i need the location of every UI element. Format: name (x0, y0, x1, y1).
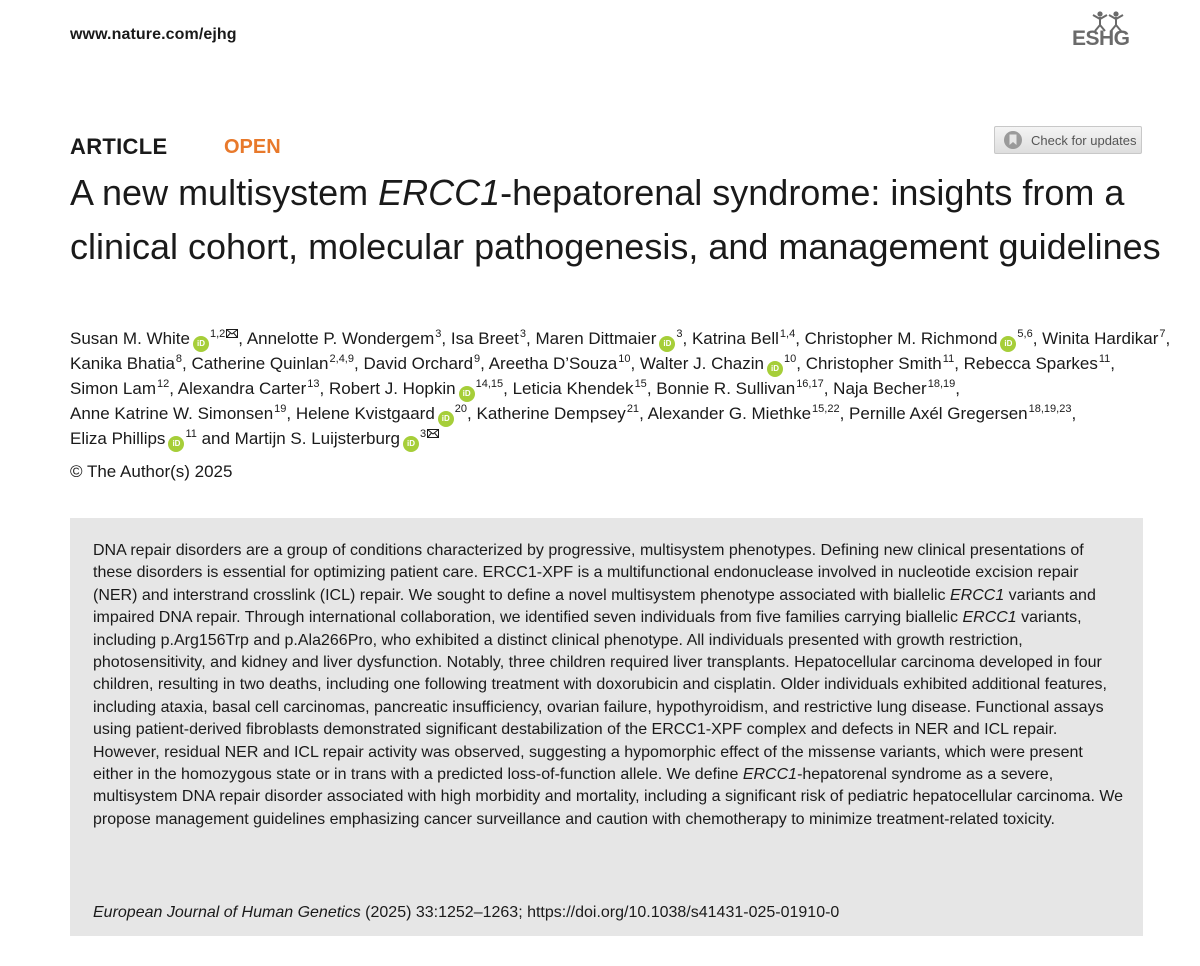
abstract-segment: -hepatorenal syndrome as a severe, multisystem DNA repair disorder associated with high morbidity and mortality, including a significant risk of pediatric hepatocellular carcinoma. We propose management guidelines emphasizing cancer surveillance and caution with chemotherapy to minimize treatment-related toxicity. (93, 766, 1124, 828)
author-list: Susan M. White iD$^{1,2}$ , Annelotte P. Wondergem$^3$, Isa Breet$^3$, Maren Dittmaier $iD^3$, Katrina Bell$^{1,4}$, Christopher M. Richmond iD$^{5,6}$, Winita Hardikar$^7$, Kanika Bhatia$^8$, Catherine Quinlan$^{2,4,9}$, David Orchard$^9$, Areetha D’Souza$^{10}$, Walter J. Chazin $iD^{10}$, Christopher Smith$^{11}$, Rebecca Sparkes$^{11}$, Simon Lam$^{12}$, Alexandra Carter$^{13}$, Robert J. Hopkin iD$^{14,15}$, Leticia Khendek$^{15}$, Bonnie R. Sullivan$^{16,17}$, Naja Becher$^{18,19}$, Anne Katrine W. Simonsen$^{19}$, Helene Kvistgaard $iD^{20}$, Katherine Dempsey$^{21}$, Alexander G. Miethke$^{15,22}$, Pernille Axél Gregersen$^{18,19,23}$, Eliza Phillips $iD^{11}$ and Martijn S. Luijsterburg $iD^3$ (70, 327, 1180, 452)
abstract-segment: variants and impaired DNA repair. Through international collaboration, we identified seven individuals from five families carrying biallelic (93, 586, 1096, 627)
author-name[interactable] (656, 379, 823, 398)
author-name[interactable] (648, 404, 840, 423)
author-name[interactable] (70, 329, 238, 348)
author-name[interactable] (535, 329, 682, 348)
affiliation-number: 20 (454, 403, 468, 415)
envelope-icon[interactable] (427, 429, 439, 438)
affiliation-number: 12 (156, 378, 170, 390)
orcid-icon[interactable]: iD (459, 386, 475, 402)
author-name-text[interactable]: Winita Hardikar (1042, 329, 1159, 348)
author-name[interactable] (70, 429, 197, 448)
author-name-text[interactable]: Christopher Smith (805, 354, 942, 373)
affiliation-number: 10 (618, 353, 631, 365)
author-name[interactable] (296, 404, 467, 423)
abstract-segment: variants, including p.Arg156Trp and p.Ala266Pro, who exhibited a distinct clinical phenotype. All individuals presented with growth restriction, photosensitivity, and kidney and liver dysfunction. Notably, three children required liver transplants. Hepatocellular carcinoma developed in four children, resulting in two deaths, including one following treatment with doxorubicin and cisplatin. Older individuals exhibited additional features, including ataxia, basal cell carcinomas, pancreatic insufficiency, ovarian failure, hypothyroidism, and restrictive lung disease. Functional assays using patient-derived fibroblasts demonstrated significant destabilization of the ERCC1-XPF complex and defects in NER and ICL repair. However, residual NER and ICL repair activity was observed, suggesting a hypomorphic effect of the missense variants, which were present either in the homozygous state or in trans with a predicted loss-of-function allele. We define (93, 609, 1107, 784)
affiliation-number: 3 (435, 328, 442, 340)
author-name[interactable] (1042, 329, 1165, 348)
affiliation-number: 5,6 (1017, 328, 1033, 340)
affiliation-number: 2,4,9 (329, 353, 354, 365)
author-name[interactable] (692, 329, 795, 348)
author-name-text[interactable]: Isa Breet (450, 329, 519, 348)
abstract-box (70, 518, 1143, 936)
author-name-text[interactable]: Eliza Phillips (70, 429, 166, 448)
affiliation-number: 19 (274, 403, 287, 415)
author-name[interactable] (451, 329, 526, 348)
author-name[interactable] (513, 379, 647, 398)
author-name[interactable] (70, 404, 286, 423)
orcid-icon[interactable]: iD (168, 436, 184, 452)
affiliation-number: 11 (185, 428, 197, 440)
orcid-icon[interactable]: iD (659, 336, 675, 352)
affiliation-number: 8 (175, 353, 183, 365)
article-title: A new multisystem ERCC1-hepatorenal syndrome: insights from a clinical cohort, molecular pathogenesis, and management guidelines (70, 172, 1161, 267)
author-name-text[interactable]: Kanika Bhatia (70, 354, 175, 373)
author-name-text[interactable]: Leticia Khendek (512, 379, 634, 398)
author-name[interactable] (489, 354, 631, 373)
author-name-text[interactable]: Susan M. White (70, 329, 190, 348)
affiliation-number: 21 (626, 403, 640, 415)
orcid-icon[interactable]: iD (193, 336, 209, 352)
affiliation-number: 3 (676, 328, 683, 340)
author-name-text[interactable]: Alexandra Carter (177, 379, 307, 398)
author-name-text[interactable]: Anne Katrine W. Simonsen (70, 404, 274, 423)
affiliation-number: 15,22 (812, 403, 840, 415)
crossmark-icon (1003, 130, 1023, 150)
author-name[interactable] (833, 379, 955, 398)
author-name[interactable] (191, 354, 354, 373)
journal-name: European Journal of Human Genetics (93, 904, 361, 921)
author-name[interactable] (235, 429, 439, 448)
author-name-text[interactable]: Katherine Dempsey (476, 404, 626, 423)
author-name-text[interactable]: Simon Lam (70, 379, 156, 398)
author-name-text[interactable]: Alexander G. Miethke (647, 404, 812, 423)
author-name[interactable] (363, 354, 480, 373)
orcid-icon[interactable]: iD (403, 436, 419, 452)
affiliation-number: 1,2 (210, 328, 226, 340)
affiliation-number: 11 (942, 353, 955, 365)
affiliation-number: 14,15 (475, 378, 504, 390)
author-name[interactable] (70, 379, 169, 398)
author-name-text[interactable]: Christopher M. Richmond (804, 329, 998, 348)
author-name[interactable] (247, 329, 442, 348)
open-access-label: OPEN (224, 136, 281, 158)
affiliation-number: 7 (1159, 328, 1166, 340)
copyright-notice: © The Author(s) 2025 (70, 462, 233, 481)
author-name[interactable] (70, 354, 182, 373)
author-name[interactable] (964, 354, 1111, 373)
affiliation-number: 18,19,23 (1028, 403, 1072, 415)
author-name-text[interactable]: Bonnie R. Sullivan (656, 379, 796, 398)
author-name[interactable] (806, 354, 954, 373)
author-name[interactable] (640, 354, 796, 373)
author-name[interactable] (805, 329, 1033, 348)
eshg-logo[interactable] (1070, 10, 1142, 52)
affiliation-number: 1,4 (779, 328, 796, 340)
author-name-text[interactable]: Pernille Axél Gregersen (849, 404, 1028, 423)
author-name-text[interactable]: Catherine Quinlan (191, 354, 329, 373)
author-name-text[interactable]: Helene Kvistgaard (295, 404, 435, 423)
affiliation-number: 9 (474, 353, 481, 365)
affiliation-number: 3 (420, 428, 427, 440)
author-name-text[interactable]: Walter J. Chazin (639, 354, 764, 373)
orcid-icon[interactable]: iD (1000, 336, 1016, 352)
citation (93, 904, 839, 922)
site-url[interactable]: www.nature.com/ejhg (70, 26, 237, 43)
author-name-text[interactable]: Maren Dittmaier (535, 329, 657, 348)
gene-name: ERCC1 (962, 609, 1017, 627)
check-for-updates-button[interactable] (994, 126, 1142, 154)
author-name-text[interactable]: Areetha D’Souza (488, 354, 618, 373)
author-name-text[interactable]: Martijn S. Luijsterburg (234, 429, 401, 448)
affiliation-number: 10 (784, 353, 797, 365)
doi-link[interactable]: https://doi.org/10.1038/s41431-025-01910-0 (527, 904, 840, 921)
affiliation-number: 3 (519, 328, 527, 340)
affiliation-number: 16,17 (796, 378, 824, 390)
gene-name: ERCC1 (742, 766, 798, 784)
author-name[interactable] (477, 404, 640, 423)
author-name-text[interactable]: Robert J. Hopkin (328, 379, 456, 398)
eshg-logo-text: ESHG (1072, 27, 1130, 50)
article-type-label: ARTICLE (70, 134, 168, 159)
orcid-icon[interactable]: iD (767, 361, 783, 377)
gene-name: ERCC1 (950, 586, 1005, 604)
orcid-icon[interactable]: iD (438, 411, 454, 427)
abstract-segment: DNA repair disorders are a group of conditions characterized by progressive, multisystem phenotypes. Defining new clinical presentations of these disorders is essential for optimizing patient care. ERCC1-XPF is a multifunctional endonuclease involved in nucleotide excision repair (NER) and interstrand crosslink (ICL) repair. We sought to define a novel multisystem phenotype associated with biallelic (93, 542, 1084, 604)
author-name-text[interactable]: Annelotte P. Wondergem (246, 329, 435, 348)
affiliation-number: 13 (307, 378, 320, 390)
affiliation-number: 18,19 (927, 378, 956, 390)
author-name[interactable] (329, 379, 503, 398)
affiliation-number: 15 (634, 378, 647, 390)
abstract-text (93, 540, 1125, 831)
affiliation-number: 11 (1098, 353, 1111, 365)
check-for-updates-label: Check for updates (1031, 132, 1137, 148)
citation-details: (2025) 33:1252–1263; (360, 904, 528, 921)
author-name-text[interactable]: Naja Becher (833, 379, 927, 398)
author-name[interactable] (178, 379, 320, 398)
author-name[interactable] (849, 404, 1071, 423)
author-name-text[interactable]: Rebecca Sparkes (963, 354, 1098, 373)
author-name-text[interactable]: Katrina Bell (691, 329, 779, 348)
envelope-icon[interactable] (226, 329, 238, 338)
author-name-text[interactable]: David Orchard (363, 354, 474, 373)
